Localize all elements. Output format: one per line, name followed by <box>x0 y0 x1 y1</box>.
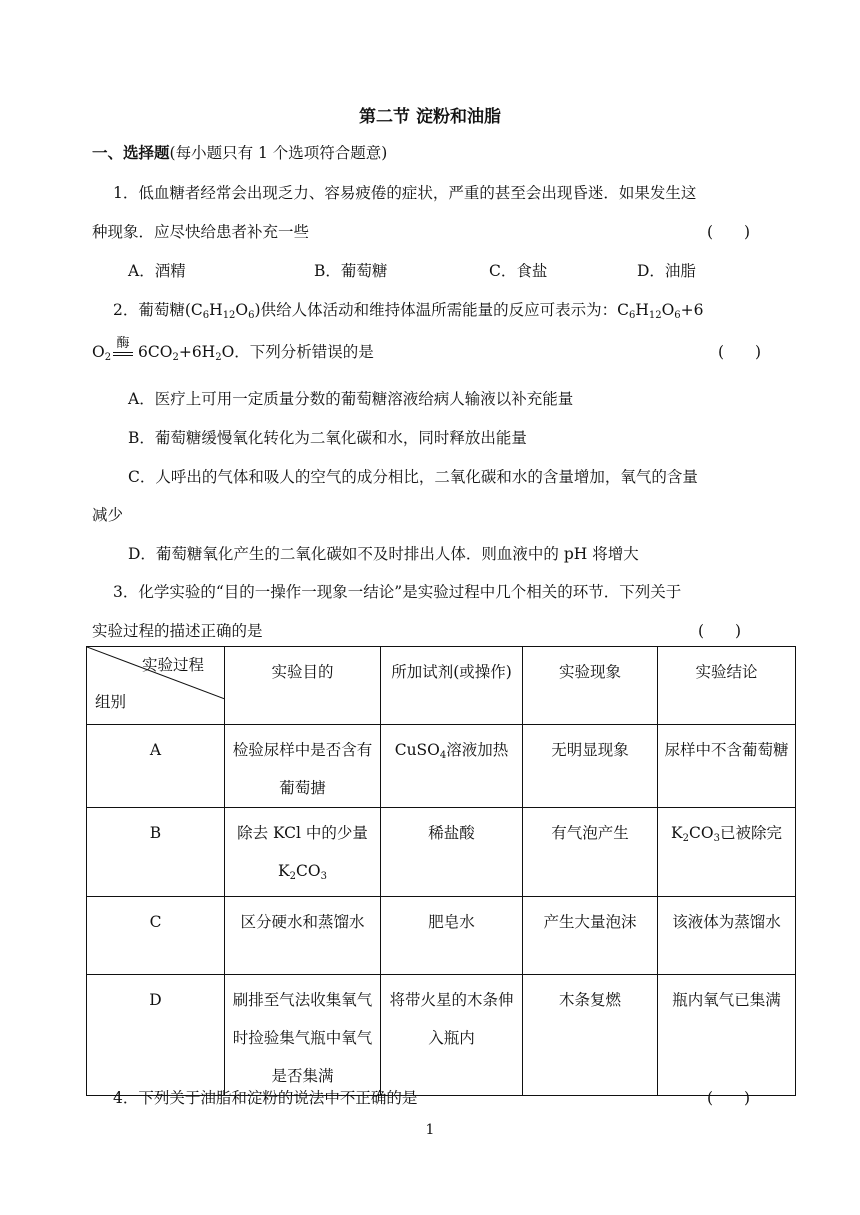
cell-purpose: 检验尿样中是否含有葡萄搪 <box>225 725 381 808</box>
question-4-line-1: 4．下列关于油脂和淀粉的说法中不正确的是 <box>113 1089 418 1107</box>
cell-phenomenon: 无明显现象 <box>523 725 658 808</box>
table-row <box>87 975 796 1096</box>
question-3-line-1: 3．化学实验的“目的一操作一现象一结论”是实验过程中几个相关的环节．下列关于 <box>113 583 682 601</box>
experiment-table <box>86 646 796 1096</box>
question-4-answer-paren: ( ) <box>707 1089 751 1107</box>
cell-purpose: 除去 KCl 中的少量 $K_2CO_3$ <box>225 808 381 897</box>
question-2-option-c-cont: 减少 <box>92 506 124 524</box>
header-purpose: 实验目的 <box>225 647 381 725</box>
question-3-answer-paren: ( ) <box>698 622 742 640</box>
cell-phenomenon: 木条复燃 <box>523 975 658 1096</box>
header-conclusion: 实验结论 <box>658 647 796 725</box>
enzyme-condition-equals-sign: 酶 <box>112 337 134 356</box>
cell-group: A <box>87 725 225 808</box>
table-row <box>87 808 796 897</box>
cell-reagent: CuSO$_4$溶液加热 <box>381 725 523 808</box>
question-2-option-d: D．葡萄糖氧化产生的二氧化碳如不及时排出人体．则血液中的 pH 将增大 <box>128 545 639 563</box>
question-1-answer-paren: ( ) <box>707 223 751 241</box>
cell-phenomenon: 有气泡产生 <box>523 808 658 897</box>
question-2-line-2: $O_2$ $6CO_2+6H_2O$．下列分析错误的是 <box>92 343 374 363</box>
cell-conclusion: 尿样中不含葡萄糖 <box>658 725 796 808</box>
header-reagent: 所加试剂(或操作) <box>381 647 523 725</box>
question-1-option-c: C．食盐 <box>489 262 548 280</box>
page-title: 第二节 淀粉和油脂 <box>359 107 501 127</box>
cell-purpose: 刷排至气法收集氧气时捡验集气瓶中氧气是否集满 <box>225 975 381 1096</box>
table-row <box>87 725 796 808</box>
cell-conclusion: 该液体为蒸馏水 <box>658 897 796 975</box>
question-1-line-1: 1．低血糖者经常会出现乏力、容易疲倦的症状，严重的甚至会出现昏迷．如果发生这 <box>113 184 697 202</box>
cell-purpose: 区分硬水和蒸馏水 <box>225 897 381 975</box>
header-phenomenon: 实验现象 <box>523 647 658 725</box>
table-header-row <box>87 647 796 725</box>
question-1-option-d: D．油脂 <box>637 262 696 280</box>
question-2-option-a: A．医疗上可用一定质量分数的葡萄糖溶液给病人输液以补充能量 <box>128 390 574 408</box>
cell-group: C <box>87 897 225 975</box>
question-3-line-2: 实验过程的描述正确的是 <box>92 622 263 640</box>
cell-phenomenon: 产生大量泡沫 <box>523 897 658 975</box>
question-2-answer-paren: ( ) <box>718 343 762 361</box>
table-row <box>87 897 796 975</box>
corner-label-process: 实验过程 <box>141 656 204 674</box>
cell-conclusion: 瓶内氧气已集满 <box>658 975 796 1096</box>
question-1-line-2: 种现象．应尽快给患者补充一些 <box>92 223 310 241</box>
question-1-option-a: A．酒精 <box>128 262 186 280</box>
question-2-option-b: B．葡萄糖缓慢氧化转化为二氧化碳和水，同时释放出能量 <box>128 429 527 447</box>
cell-conclusion: $K_2CO_3$已被除完 <box>658 808 796 897</box>
question-1-option-b: B．葡萄糖 <box>314 262 388 280</box>
question-2-option-c: C．人呼出的气体和吸人的空气的成分相比，二氧化碳和水的含量增加，氧气的含量 <box>128 468 698 486</box>
page-number: 1 <box>425 1122 435 1138</box>
cell-reagent: 肥皂水 <box>381 897 523 975</box>
cell-group: D <box>87 975 225 1096</box>
cell-reagent: 将带火星的木条伸入瓶内 <box>381 975 523 1096</box>
cell-group: B <box>87 808 225 897</box>
cell-reagent: 稀盐酸 <box>381 808 523 897</box>
corner-label-group: 组别 <box>95 693 127 711</box>
section-heading: 一、选择题(每小题只有 1 个选项符合题意) <box>92 143 388 162</box>
question-2-line-1: 2．葡萄糖$(C_6H_{12}O_6)$供给人体活动和维持体温所需能量的反应可表示为：$C_6H_{12}O_6+6$ <box>113 301 704 321</box>
table-corner-cell <box>87 647 225 725</box>
